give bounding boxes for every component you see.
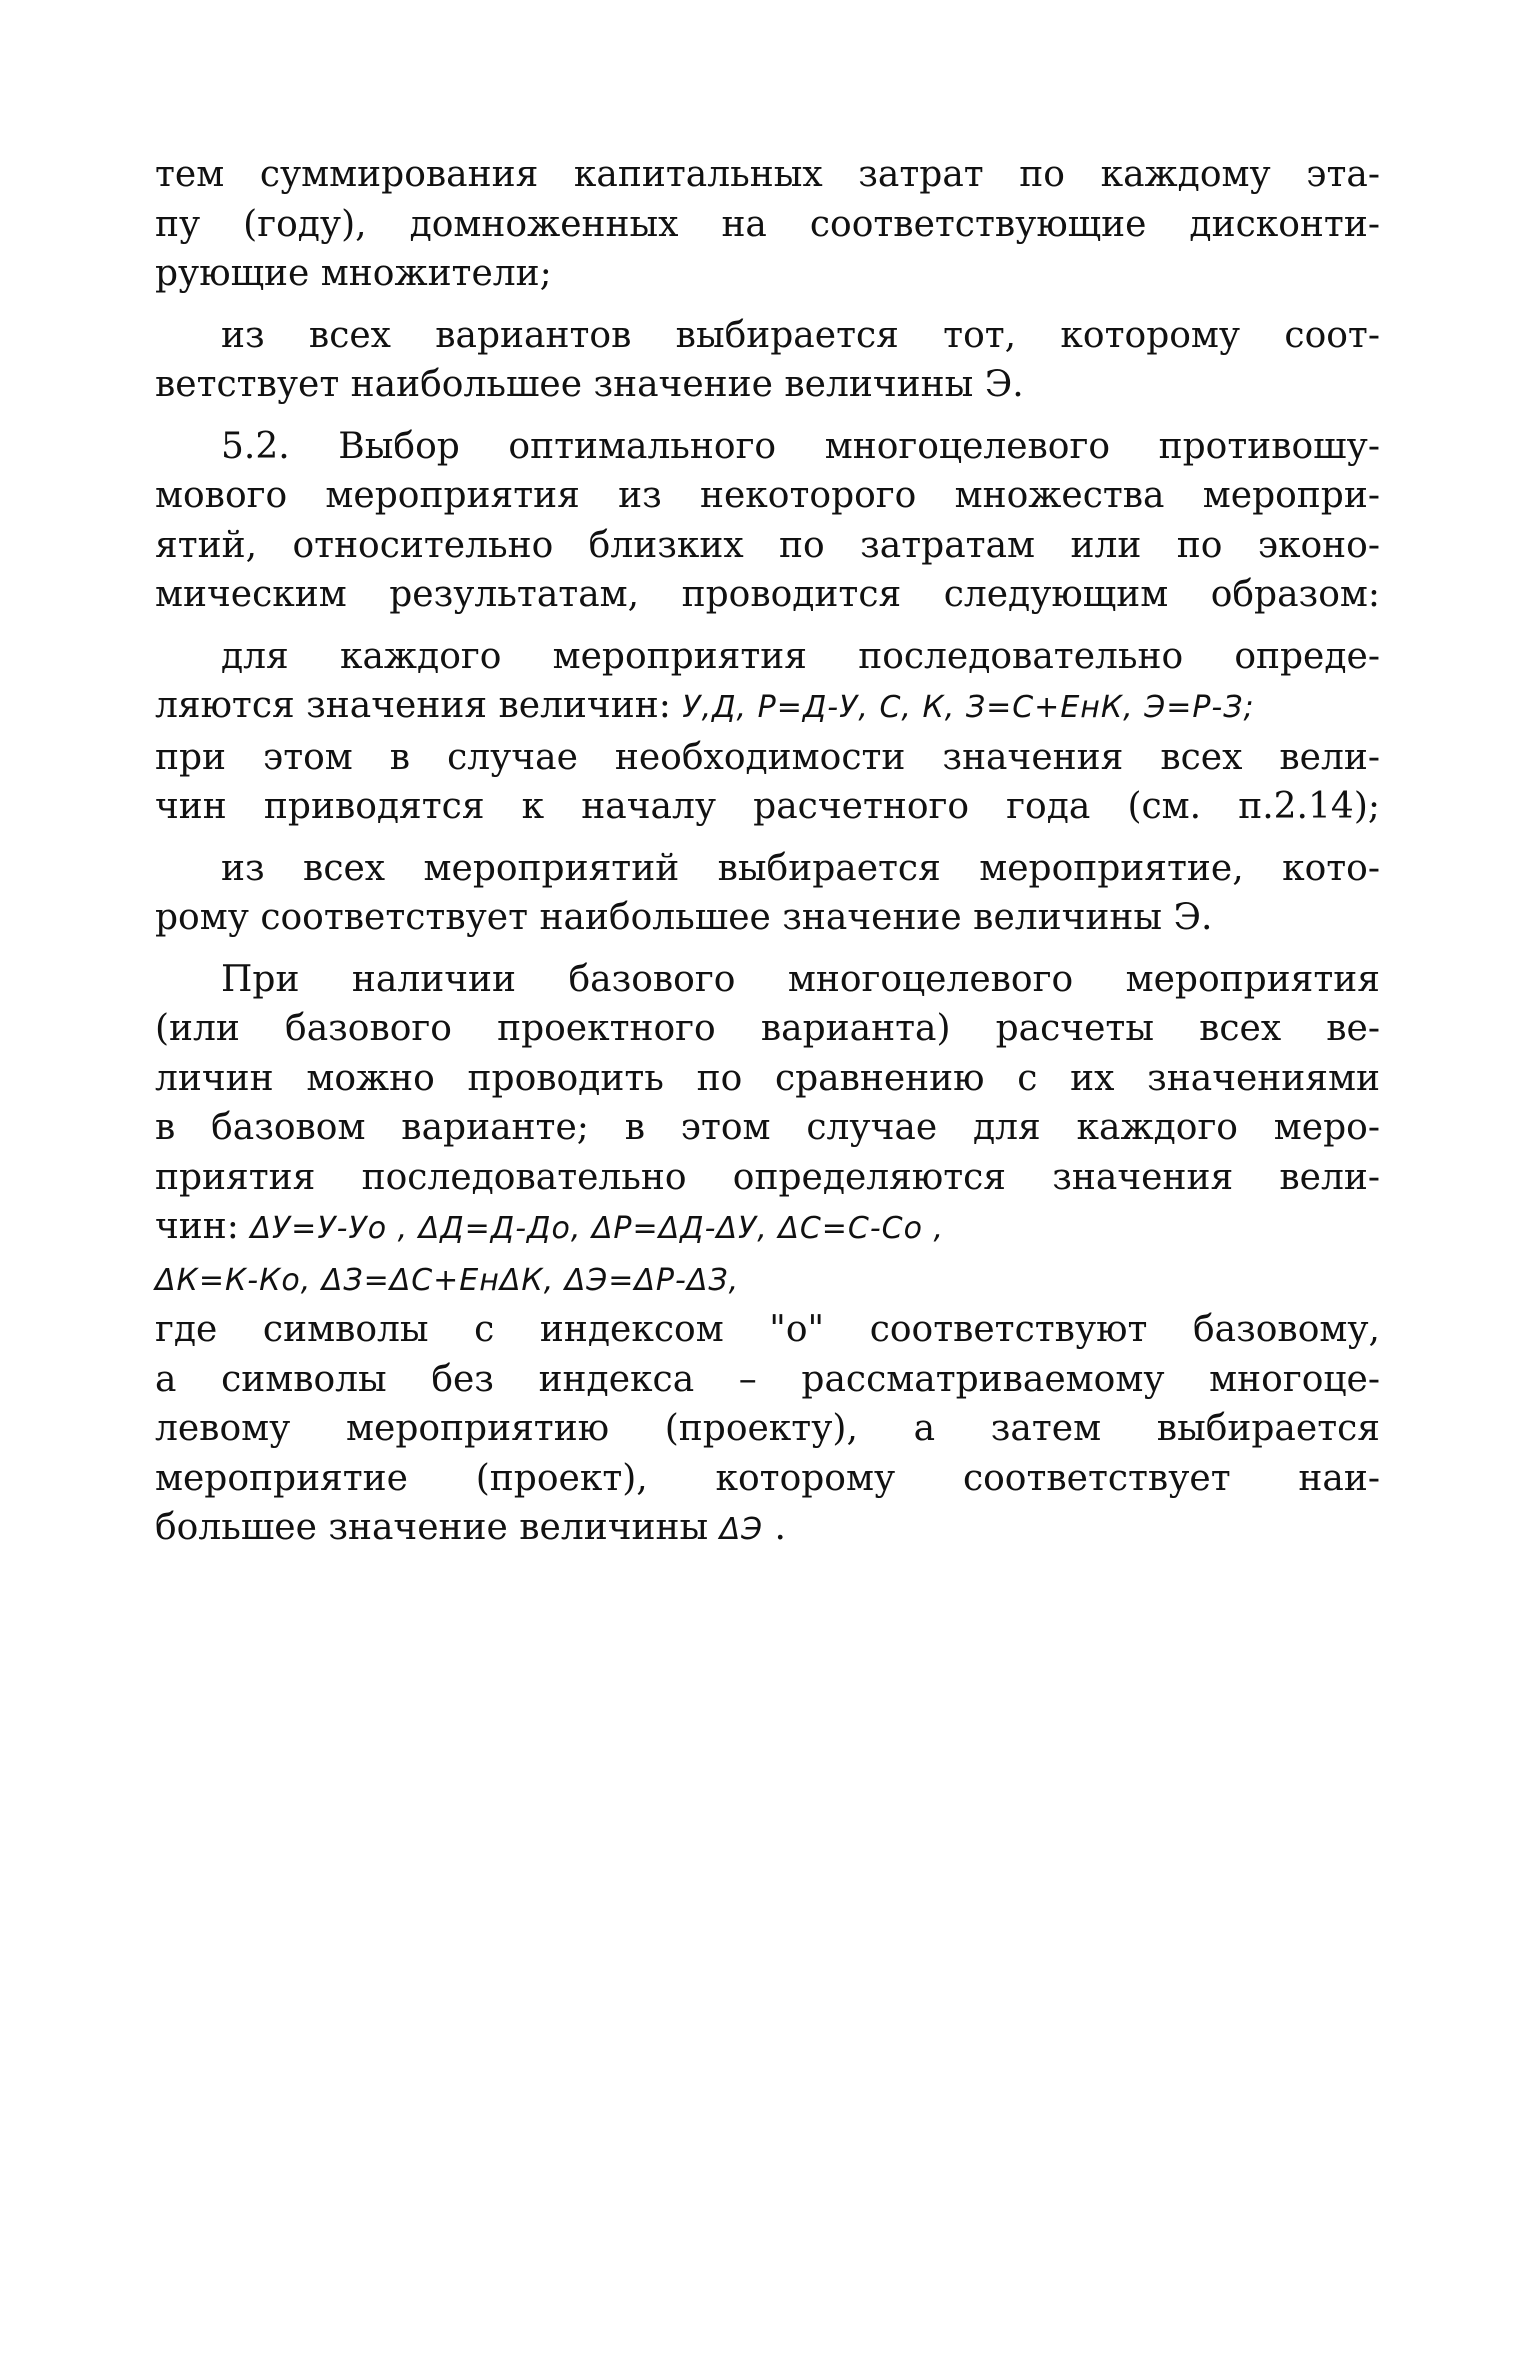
base-line-9: а символы без индекса – рассматриваемому многоце-	[155, 1358, 1380, 1400]
text-line-3: рующие множители;	[155, 253, 552, 294]
base-line-4: в базовом варианте; в этом случае для каждого меро-	[155, 1107, 1380, 1148]
base-line-12	[155, 1503, 1380, 1555]
base-line-12-end: .	[763, 1507, 786, 1548]
base-line-5: приятия последовательно определяются значения вели-	[155, 1156, 1380, 1198]
step-1-line-2	[155, 681, 1380, 733]
step-1-line-3: при этом в случае необходимости значения всех вели-	[155, 736, 1380, 778]
formula-values: У,Д, Р=Д-У, С, К, З=С+ЕнК, Э=Р-З;	[682, 690, 1255, 725]
step-2-line-1: из всех мероприятий выбирается мероприятие, кото-	[221, 847, 1380, 889]
step-1-line-4: чин приводятся к началу расчетного года (см. п.2.14);	[155, 786, 1380, 827]
section-5-2-line-3: ятий, относительно близких по затратам или по эконо-	[155, 524, 1380, 566]
base-line-3: личин можно проводить по сравнению с их значениями	[155, 1057, 1380, 1099]
section-5-2-line-4: мическим результатам, проводится следующим образом:	[155, 574, 1380, 615]
base-line-10: левому мероприятию (проекту), а затем выбирается	[155, 1408, 1380, 1449]
step-2-line-2: рому соответствует наибольшее значение величины Э.	[155, 897, 1213, 938]
text-line-1: тем суммирования капитальных затрат по каждому эта-	[155, 154, 1380, 195]
formula-deltas-2: ΔК=К-Кo, ΔЗ=ΔС+ЕнΔК, ΔЭ=ΔР-ΔЗ,	[155, 1262, 740, 1298]
base-line-1: При наличии базового многоцелевого мероприятия	[221, 958, 1380, 1000]
base-line-7	[155, 1254, 1380, 1306]
base-line-8: где символы с индексом "о" соответствуют базовому,	[155, 1309, 1380, 1350]
step-1-line-2-text: ляются значения величин:	[155, 685, 683, 726]
text-line-4: из всех вариантов выбирается тот, которому соот-	[221, 314, 1380, 356]
formula-deltas-1: ΔУ=У-Уo , ΔД=Д-Дo, ΔР=ΔД-ΔУ, ΔС=С-Сo ,	[250, 1211, 945, 1246]
base-line-2: (или базового проектного варианта) расчеты всех ве-	[155, 1008, 1380, 1049]
text-line-2: пу (году), домноженных на соответствующие дисконти-	[155, 203, 1380, 245]
document-page	[155, 150, 1380, 1555]
base-line-6-text: чин:	[155, 1206, 251, 1247]
step-1-line-1: для каждого мероприятия последовательно опреде-	[221, 635, 1380, 677]
base-line-11: мероприятие (проект), которому соответствует наи-	[155, 1457, 1380, 1499]
text-line-5: ветствует наибольшее значение величины Э.	[155, 364, 1024, 405]
section-5-2-line-1: 5.2. Выбор оптимального многоцелевого противошу-	[221, 425, 1380, 467]
base-line-12-text: большее значение величины	[155, 1507, 720, 1548]
base-line-6	[155, 1202, 1380, 1254]
section-5-2-line-2: мового мероприятия из некоторого множества меропри-	[155, 475, 1380, 516]
formula-delta-e: ΔЭ	[719, 1512, 764, 1547]
